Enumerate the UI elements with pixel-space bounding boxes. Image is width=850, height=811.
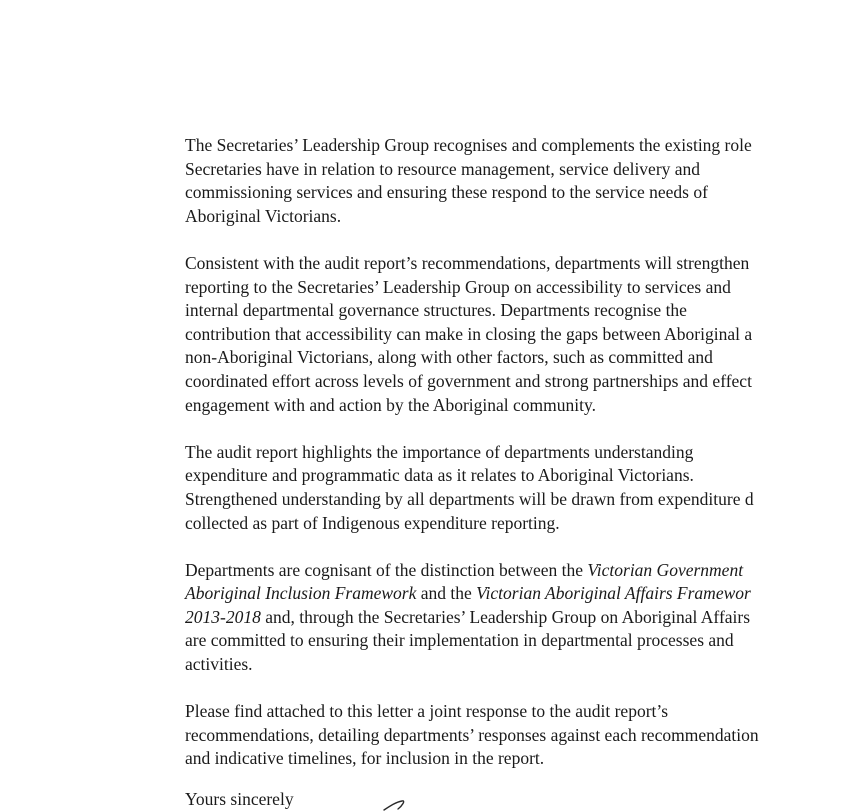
- text-run: and the: [416, 583, 477, 604]
- text-line: The Secretaries’ Leadership Group recognises and complements the existing role: [185, 135, 752, 155]
- text-line: coordinated effort across levels of government and strong partnerships and effect: [185, 370, 752, 391]
- framework-title-italic: Aboriginal Inclusion Framework: [185, 583, 417, 604]
- text-line: collected as part of Indigenous expenditure reporting.: [185, 512, 560, 533]
- text-line: reporting to the Secretaries’ Leadership Group on accessibility to services and: [185, 276, 731, 297]
- text-line: Consistent with the audit report’s recommendations, departments will strengthen: [185, 252, 750, 273]
- signature-mark: [382, 798, 422, 811]
- paragraph-leadership-group: [185, 134, 850, 228]
- framework-title-italic: Victorian Aboriginal Affairs Framewor: [476, 583, 751, 604]
- text-line: and indicative timelines, for inclusion in the report.: [185, 748, 545, 769]
- framework-title-italic: 2013-2018: [185, 606, 261, 627]
- framework-title-italic: Victorian Government: [587, 559, 744, 580]
- text-run: and, through the Secretaries’ Leadership Group on Aboriginal Affairs: [260, 606, 751, 627]
- text-line: Please find attached to this letter a joint response to the audit report’s: [185, 701, 669, 722]
- closing-salutation: Yours sincerely: [185, 789, 294, 809]
- text-line: Strengthened understanding by all departments will be drawn from expenditure d: [185, 488, 754, 509]
- text-line: [185, 582, 850, 606]
- text-line: Secretaries have in relation to resource management, service delivery and: [185, 158, 701, 179]
- text-line: non-Aboriginal Victorians, along with other factors, such as committed and: [185, 347, 713, 368]
- text-line: engagement with and action by the Aboriginal community.: [185, 394, 596, 415]
- text-line: are committed to ensuring their implementation in departmental processes and: [185, 630, 734, 651]
- text-line: [185, 559, 850, 583]
- paragraph-joint-response: [185, 700, 850, 771]
- text-line: Aboriginal Victorians.: [185, 205, 342, 226]
- text-line: recommendations, detailing departments’ responses against each recommendation: [185, 724, 759, 745]
- paragraph-expenditure-data: [185, 441, 850, 535]
- text-line: commissioning services and ensuring these respond to the service needs of: [185, 182, 708, 203]
- text-line: internal departmental governance structures. Departments recognise the: [185, 300, 687, 321]
- text-line: contribution that accessibility can make in closing the gaps between Aboriginal a: [185, 323, 753, 344]
- letter-body: [185, 134, 850, 795]
- text-run: Departments are cognisant of the distinction between the: [185, 559, 588, 580]
- text-line: The audit report highlights the importance of departments understanding: [185, 441, 694, 462]
- text-line: [185, 606, 850, 630]
- text-line: expenditure and programmatic data as it relates to Aboriginal Victorians.: [185, 465, 694, 486]
- paragraph-frameworks: [185, 559, 850, 677]
- text-line: activities.: [185, 654, 253, 675]
- paragraph-audit-recommendations: [185, 252, 850, 417]
